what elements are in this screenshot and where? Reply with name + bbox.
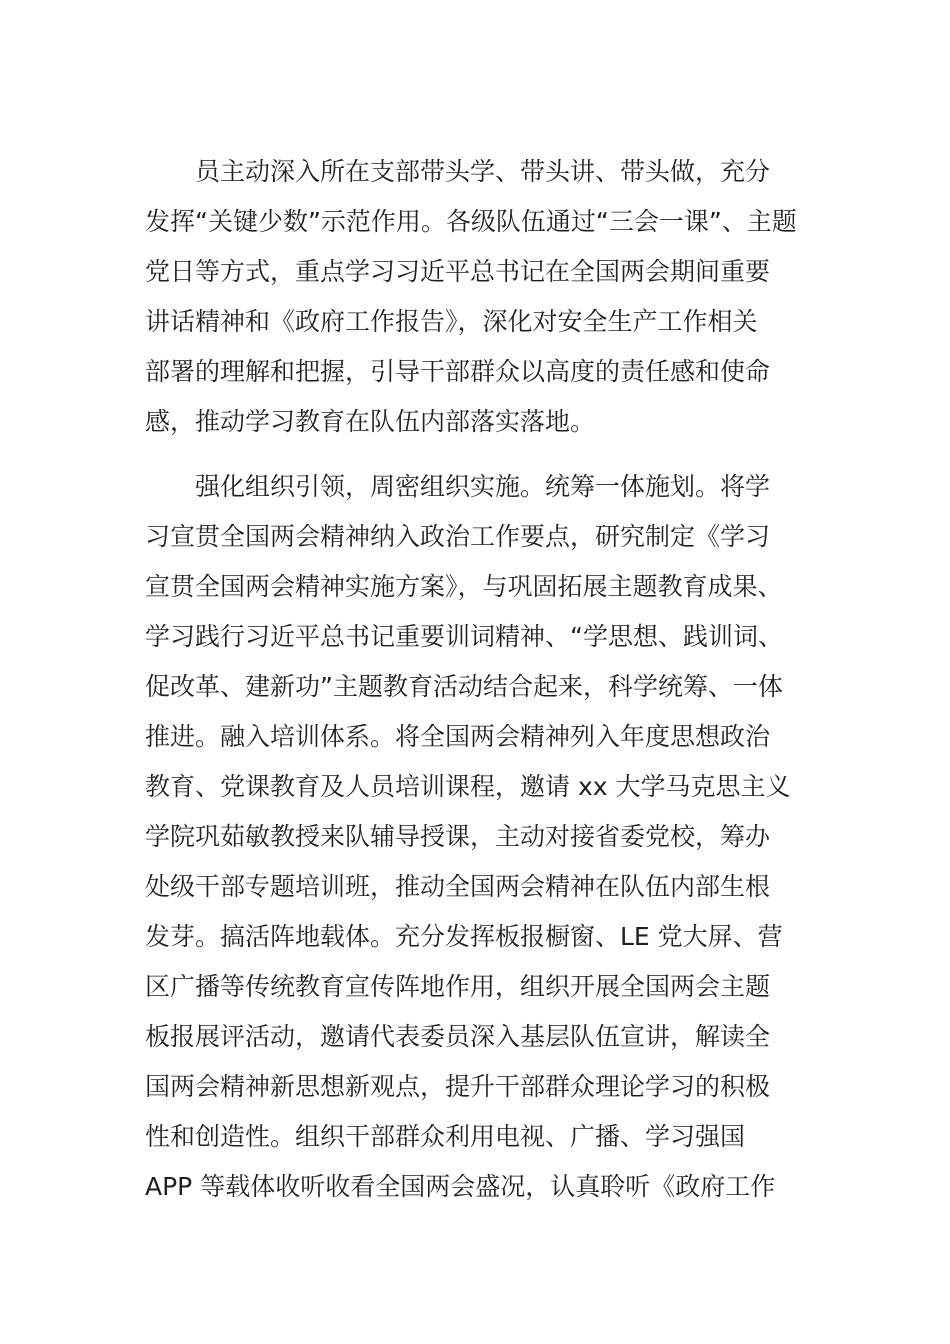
text-line: 发芽。搞活阵地载体。充分发挥板报橱窗、LE 党大屏、营 <box>145 922 783 951</box>
text-line: 习宣贯全国两会精神纳入政治工作要点，研究制定《学习 <box>145 522 771 551</box>
text-line: 讲话精神和《政府工作报告》，深化对安全生产工作相关 <box>145 307 758 336</box>
text-line: 学习践行习近平总书记重要训词精神、“学思想、践训词、 <box>145 622 783 651</box>
document-body <box>145 147 805 1212</box>
text-line: 板报展评活动，邀请代表委员深入基层队伍宣讲，解读全 <box>145 1022 771 1051</box>
text-line: 推进。融入培训体系。将全国两会精神列入年度思想政治 <box>145 722 771 751</box>
text-line: 发挥“关键少数”示范作用。各级队伍通过“三会一课”、主题 <box>145 207 797 236</box>
text-line: 党日等方式，重点学习习近平总书记在全国两会期间重要 <box>145 257 771 286</box>
text-line: 学院巩茹敏教授来队辅导授课，主动对接省委党校，筹办 <box>145 822 771 851</box>
paragraph-1 <box>145 147 805 447</box>
text-line: 部署的理解和把握，引导干部群众以高度的责任感和使命 <box>145 357 771 386</box>
text-line: 处级干部专题培训班，推动全国两会精神在队伍内部生根 <box>145 872 771 901</box>
text-line: 宣贯全国两会精神实施方案》，与巩固拓展主题教育成果、 <box>145 572 783 601</box>
text-line: 感，推动学习教育在队伍内部落实落地。 <box>145 407 596 436</box>
text-line: 性和创造性。组织干部群众利用电视、广播、学习强国 <box>145 1122 746 1151</box>
paragraph-spacing <box>145 447 805 462</box>
text-line: 教育、党课教育及人员培训课程，邀请 xx 大学马克思主义 <box>145 772 791 801</box>
text-line: APP 等载体收听收看全国两会盛况，认真聆听《政府工作 <box>145 1172 776 1201</box>
text-line: 员主动深入所在支部带头学、带头讲、带头做，充分 <box>195 157 771 186</box>
text-line: 强化组织引领，周密组织实施。统筹一体施划。将学 <box>195 472 771 501</box>
text-line: 国两会精神新思想新观点，提升干部群众理论学习的积极 <box>145 1072 771 1101</box>
text-line: 促改革、建新功”主题教育活动结合起来，科学统筹、一体 <box>145 672 783 701</box>
paragraph-2 <box>145 462 805 1212</box>
text-line: 区广播等传统教育宣传阵地作用，组织开展全国两会主题 <box>145 972 771 1001</box>
